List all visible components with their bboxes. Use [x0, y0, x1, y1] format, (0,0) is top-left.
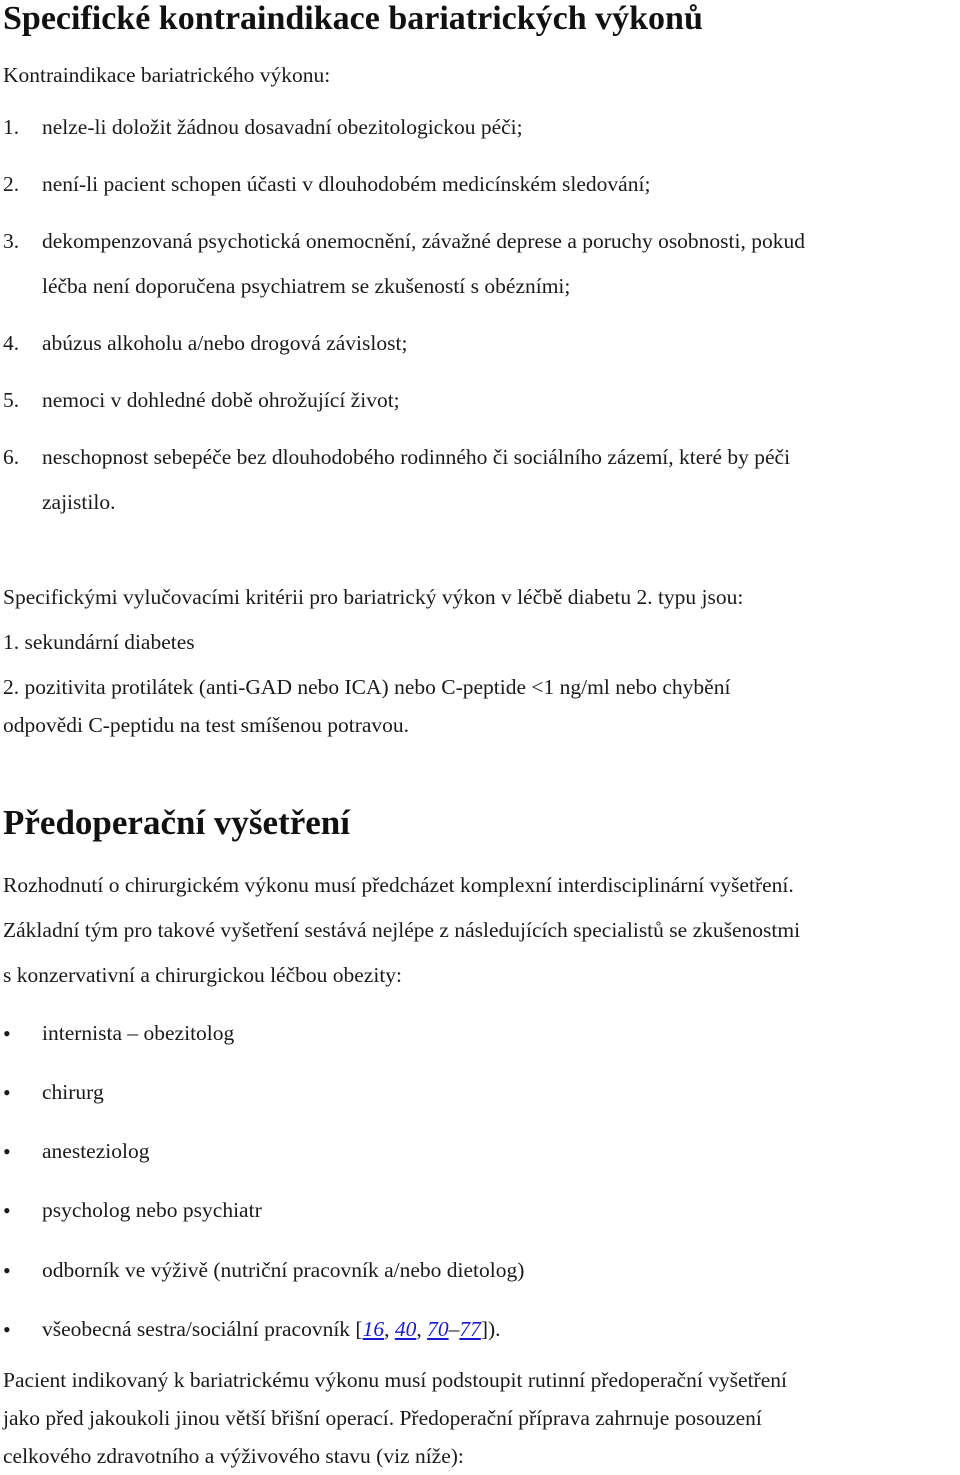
diabetes-criteria-intro: Specifickými vylučovacími kritérii pro bariatrický výkon v léčbě diabetu 2. typu jsou: [3, 585, 744, 609]
paragraph: Rozhodnutí o chirurgickém výkonu musí předcházet komplexní interdisciplinární vyšetření. [3, 873, 794, 897]
paragraph-continuation: s konzervativní a chirurgickou léčbou obezity: [3, 963, 403, 987]
reference-link-40[interactable]: 40 [394, 1317, 417, 1341]
diabetes-criterion: 2. pozitivita protilátek (anti-GAD nebo ICA) nebo C-peptide <1 ng/ml nebo chybění [3, 675, 731, 699]
list-item-text: léčba není doporučena psychiatrem se zkušeností s obézními; [42, 274, 571, 298]
reference-separator: , [416, 1317, 428, 1341]
list-item-text: zajistilo. [42, 490, 116, 514]
list-item-text: dekompenzovaná psychotická onemocnění, závažné deprese a poruchy osobnosti, pokud [42, 229, 805, 253]
reference-range-dash: – [448, 1317, 460, 1341]
list-item-number: 1. [3, 115, 20, 139]
list-item-text-prefix: všeobecná sestra/sociální pracovník [ [42, 1317, 363, 1341]
list-item-text: abúzus alkoholu a/nebo drogová závislost; [42, 331, 408, 355]
section-heading-preoperative: Předoperační vyšetření [3, 803, 350, 842]
list-item-number: 5. [3, 388, 20, 412]
paragraph-continuation: jako před jakoukoli jinou větší břišní operací. Předoperační příprava zahrnuje posouzení [3, 1406, 762, 1430]
list-item-text: chirurg [42, 1080, 104, 1104]
bullet-icon: • [3, 1021, 11, 1046]
list-item-text: odborník ve výživě (nutriční pracovník a/nebo dietolog) [42, 1258, 525, 1282]
bullet-icon: • [3, 1258, 11, 1283]
section-heading-contraindications: Specifické kontraindikace bariatrických výkonů [3, 0, 703, 37]
list-item-text: anesteziolog [42, 1139, 150, 1163]
list-item-text: nemoci v dohledné době ohrožující život; [42, 388, 400, 412]
list-item-text: neschopnost sebepéče bez dlouhodobého rodinného či sociálního zázemí, které by péči [42, 445, 791, 469]
bullet-icon: • [3, 1080, 11, 1105]
paragraph: Pacient indikovaný k bariatrickému výkonu musí podstoupit rutinní předoperační vyšetření [3, 1368, 787, 1392]
list-item-number: 4. [3, 331, 20, 355]
list-item-text [42, 1317, 501, 1342]
list-item-text: není-li pacient schopen účasti v dlouhodobém medicínském sledování; [42, 172, 651, 196]
bullet-icon: • [3, 1198, 11, 1223]
list-item-text: psycholog nebo psychiatr [42, 1198, 262, 1222]
reference-separator: , [384, 1317, 395, 1341]
list-item-text: nelze-li doložit žádnou dosavadní obezitologickou péči; [42, 115, 523, 139]
reference-link-77[interactable]: 77 [459, 1317, 481, 1341]
paragraph: Základní tým pro takové vyšetření sestává nejlépe z následujících specialistů se zkušenostmi [3, 918, 801, 942]
list-item-text: internista – obezitolog [42, 1021, 235, 1045]
diabetes-criterion-continuation: odpovědi C-peptidu na test smíšenou potravou. [3, 713, 410, 737]
reference-link-70[interactable]: 70 [427, 1317, 449, 1341]
bullet-icon: • [3, 1317, 11, 1342]
paragraph-continuation: celkového zdravotního a výživového stavu (viz níže): [3, 1444, 464, 1468]
list-item-text-suffix: ]). [480, 1317, 501, 1341]
list-item-number: 6. [3, 445, 20, 469]
intro-text: Kontraindikace bariatrického výkonu: [3, 63, 331, 87]
list-item-number: 2. [3, 172, 20, 196]
list-item-number: 3. [3, 229, 20, 253]
reference-link-16[interactable]: 16 [362, 1317, 385, 1341]
bullet-icon: • [3, 1139, 11, 1164]
diabetes-criterion: 1. sekundární diabetes [3, 630, 195, 654]
